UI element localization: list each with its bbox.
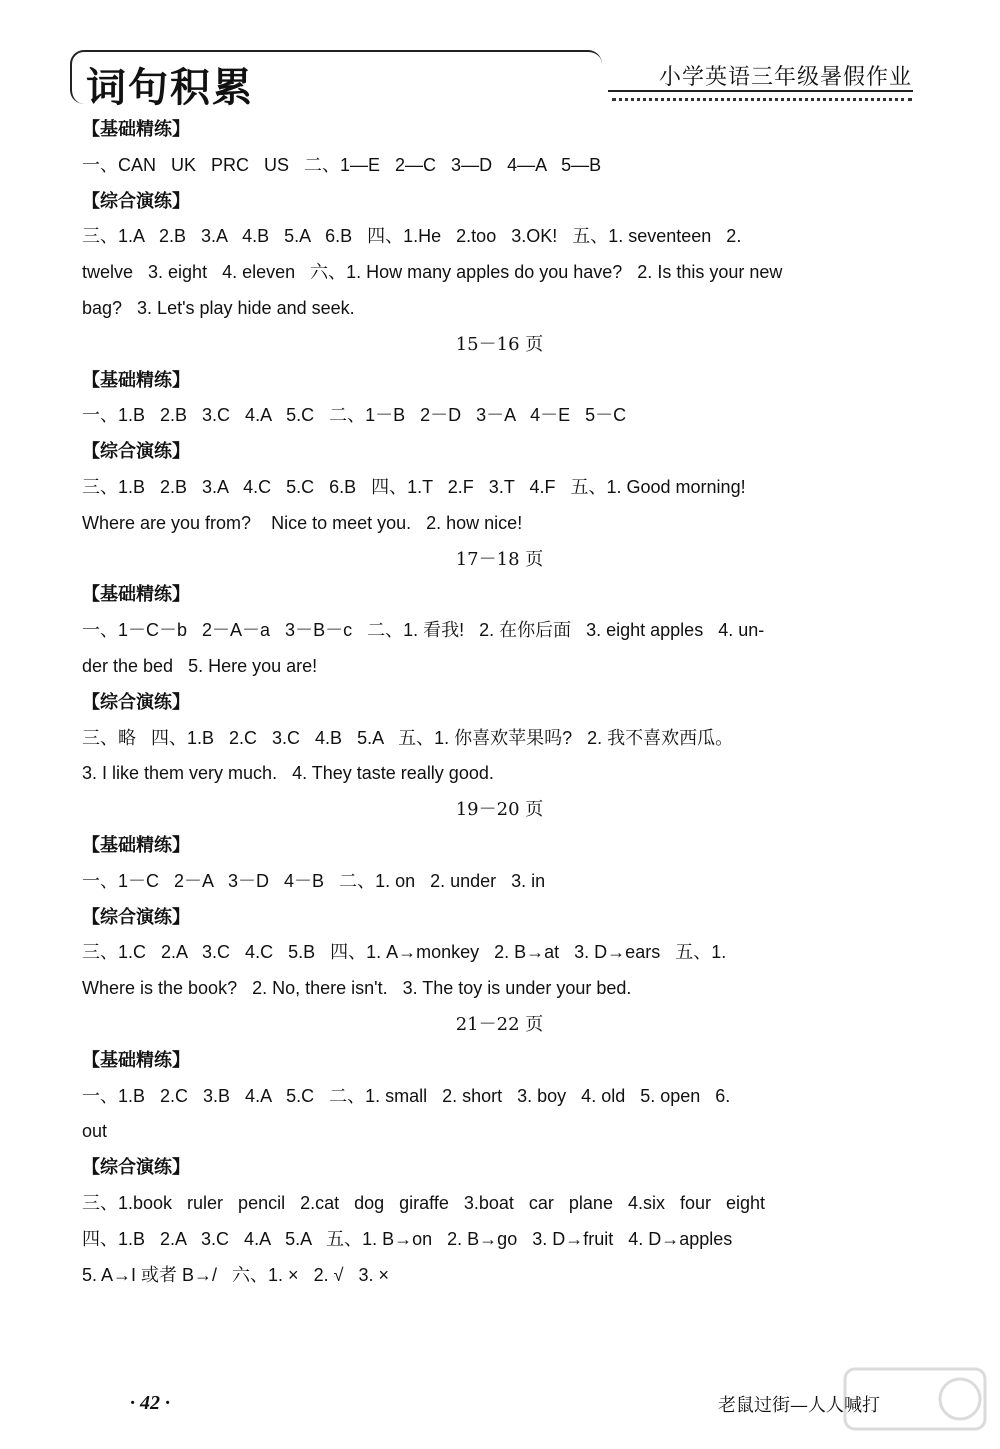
page-range-heading: 19－20 页	[455, 799, 544, 821]
section-heading: 【综合演练】	[82, 691, 190, 713]
answer-line: 三、略 四、1.B 2.C 3.C 4.B 5.A 五、1. 你喜欢苹果吗? 2. 我不喜欢西瓜。	[82, 727, 734, 748]
page-number: · 42 ·	[130, 1392, 170, 1414]
answer-line: 三、1.B 2.B 3.A 4.C 5.C 6.B 四、1.T 2.F 3.T 4.F 五、1. Good morning!	[82, 476, 746, 497]
page-range-heading: 21－22 页	[455, 1013, 544, 1035]
answer-line: bag? 3. Let's play hide and seek.	[82, 297, 355, 318]
watermark-icon	[840, 1359, 990, 1439]
section-heading: 【基础精练】	[82, 119, 190, 140]
header-dotted-rule	[612, 98, 912, 101]
answer-line: 三、1.book ruler pencil 2.cat dog giraffe 3.boat car plane 4.six four eight	[82, 1192, 766, 1213]
answer-line: out	[82, 1121, 108, 1142]
answer-line: 一、1.B 2.B 3.C 4.A 5.C 二、1－B 2－D 3－A 4－E 5－C	[82, 405, 627, 426]
header-rule	[608, 90, 913, 92]
section-heading: 【综合演练】	[82, 190, 190, 212]
page-title: 词句积累	[86, 65, 254, 111]
answer-line: 一、CAN UK PRC US 二、1—E 2—C 3—D 4—A 5—B	[82, 154, 602, 175]
answer-line: 3. I like them very much. 4. They taste really good.	[82, 763, 494, 784]
answer-line: twelve 3. eight 4. eleven 六、1. How many apples do you have? 2. Is this your new	[82, 262, 783, 283]
answer-line: Where is the book? 2. No, there isn't. 3. The toy is under your bed.	[82, 978, 632, 999]
answer-line: 三、1.A 2.B 3.A 4.B 5.A 6.B 四、1.He 2.too 3.OK! 五、1. seventeen 2.	[82, 226, 742, 247]
book-subtitle: 小学英语三年级暑假作业	[658, 65, 912, 90]
section-heading: 【综合演练】	[82, 1157, 190, 1179]
section-heading: 【基础精练】	[82, 584, 190, 606]
footer-caption: 老鼠过街—人人喊打	[718, 1395, 880, 1416]
answer-line: Where are you from? Nice to meet you. 2. how nice!	[82, 512, 523, 533]
answer-content	[82, 112, 917, 1293]
page-range-heading: 15－16 页	[455, 333, 544, 355]
section-heading: 【综合演练】	[82, 441, 190, 463]
section-heading: 【基础精练】	[82, 369, 190, 391]
answer-line: der the bed 5. Here you are!	[82, 655, 318, 676]
answer-line: 四、1.B 2.A 3.C 4.A 5.A 五、1. B→on 2. B→go 3. D→fruit 4. D→apples	[82, 1228, 733, 1249]
page-range-heading: 17－18 页	[455, 548, 544, 570]
answer-line: 一、1.B 2.C 3.B 4.A 5.C 二、1. small 2. short 3. boy 4. old 5. open 6.	[82, 1085, 731, 1106]
section-heading: 【综合演练】	[82, 906, 190, 928]
answer-line: 三、1.C 2.A 3.C 4.C 5.B 四、1. A→monkey 2. B→at 3. D→ears 五、1.	[82, 942, 727, 963]
section-heading: 【基础精练】	[82, 1049, 190, 1071]
answer-line: 5. A→I 或者 B→/ 六、1. × 2. √ 3. ×	[82, 1264, 389, 1285]
section-heading: 【基础精练】	[82, 834, 190, 856]
answer-line: 一、1－C 2－A 3－D 4－B 二、1. on 2. under 3. in	[82, 870, 546, 891]
answer-line: 一、1－C－b 2－A－a 3－B－c 二、1. 看我! 2. 在你后面 3. eight apples 4. un-	[82, 620, 765, 641]
